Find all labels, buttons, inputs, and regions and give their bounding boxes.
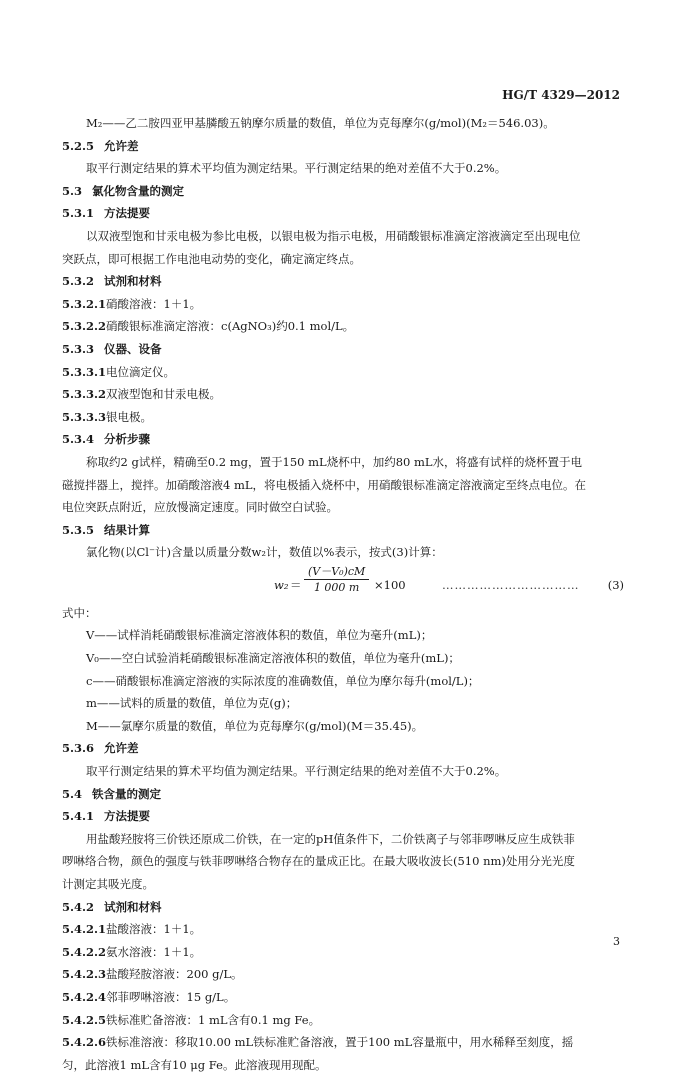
heading-text: 允许差 xyxy=(104,138,139,153)
subsection-heading xyxy=(62,135,624,158)
formula-lhs: w₂ xyxy=(274,577,289,592)
clause-text: 铁标准溶液：移取10.00 mL铁标准贮备溶液，置于100 mL容量瓶中，用水稀释至刻度，摇 xyxy=(106,1035,574,1050)
subsection-heading xyxy=(62,338,624,361)
standard-code: HG/T 4329—2012 xyxy=(502,88,620,102)
variable-definition: V——试样消耗硝酸银标准滴定溶液体积的数值，单位为毫升(mL)； xyxy=(86,628,433,643)
clause-number: 5.4.2.6 xyxy=(62,1035,107,1050)
clause-text: 硝酸溶液：1＋1。 xyxy=(106,296,202,311)
heading-text: 铁含量的测定 xyxy=(92,786,161,801)
variable-definition: M——氯摩尔质量的数值，单位为克每摩尔(g/mol)(M＝35.45)。 xyxy=(86,718,424,733)
clause-number: 5.3.2 xyxy=(62,274,95,289)
clause-number: 5.2.5 xyxy=(62,138,95,153)
clause-number: 5.3.2.2 xyxy=(62,319,107,334)
formula-denominator: 1 000 m xyxy=(313,580,360,594)
section-heading xyxy=(62,180,624,203)
clause-item xyxy=(62,986,624,1009)
clause-text: 银电极。 xyxy=(106,409,153,424)
subsection-heading xyxy=(62,270,624,293)
variable-definition: c——硝酸银标准滴定溶液的实际浓度的准确数值，单位为摩尔每升(mol/L)； xyxy=(86,673,480,688)
paragraph-continuation: 啰啉络合物，颜色的强度与铁菲啰啉络合物存在的量成正比。在最大吸收波长(510 nm)处用分光光度 xyxy=(62,854,575,869)
section-heading xyxy=(62,783,624,806)
clause-text: 盐酸溶液：1＋1。 xyxy=(106,922,202,937)
clause-item xyxy=(62,1031,624,1054)
paragraph-continuation: 式中： xyxy=(62,605,97,620)
clause-text: 氨水溶液：1＋1。 xyxy=(106,944,202,959)
clause-number: 5.4.2.4 xyxy=(62,989,107,1004)
paragraph-continuation: 电位突跃点附近，应放慢滴定速度。同时做空白试验。 xyxy=(62,500,338,515)
clause-number: 5.4.2 xyxy=(62,899,95,914)
formula-leader-dots: …………………………… xyxy=(442,577,580,592)
clause-number: 5.3.5 xyxy=(62,522,95,537)
clause-number: 5.3.3.3 xyxy=(62,409,107,424)
clause-number: 5.3.3.2 xyxy=(62,387,107,402)
heading-text: 分析步骤 xyxy=(104,432,150,447)
clause-text: 铁标准贮备溶液：1 mL含有0.1 mg Fe。 xyxy=(106,1012,321,1027)
clause-item xyxy=(62,315,624,338)
clause-text: 邻菲啰啉溶液：15 g/L。 xyxy=(106,989,236,1004)
formula-numerator: (V－V₀)cM xyxy=(304,564,369,580)
subsection-heading xyxy=(62,737,624,760)
clause-text: 电位滴定仪。 xyxy=(106,364,176,379)
heading-text: 氯化物含量的测定 xyxy=(92,183,184,198)
clause-item xyxy=(62,293,624,316)
paragraph-line: 取平行测定结果的算术平均值为测定结果。平行测定结果的绝对差值不大于0.2%。 xyxy=(86,764,507,779)
heading-text: 方法提要 xyxy=(104,206,150,221)
heading-text: 结果计算 xyxy=(104,522,150,537)
heading-text: 仪器、设备 xyxy=(104,341,162,356)
clause-item xyxy=(62,963,624,986)
clause-item xyxy=(62,918,624,941)
clause-number: 5.3.2.1 xyxy=(62,296,107,311)
clause-number: 5.4 xyxy=(62,786,83,801)
formula-number: (3) xyxy=(607,577,624,592)
clause-number: 5.4.2.5 xyxy=(62,1012,107,1027)
clause-number: 5.3.4 xyxy=(62,432,95,447)
clause-number: 5.3.3.1 xyxy=(62,364,107,379)
paragraph-continuation: 突跃点，即可根据工作电池电动势的变化，确定滴定终点。 xyxy=(62,251,361,266)
variable-definition: m——试料的质量的数值，单位为克(g)； xyxy=(86,696,298,711)
clause-item xyxy=(62,406,624,429)
subsection-heading xyxy=(62,896,624,919)
clause-number: 5.3.6 xyxy=(62,741,95,756)
clause-text: 双液型饱和甘汞电极。 xyxy=(106,387,222,402)
subsection-heading xyxy=(62,519,624,542)
paragraph-line: 氯化物(以Cl⁻计)含量以质量分数w₂计，数值以%表示，按式(3)计算： xyxy=(86,545,443,560)
clause-item xyxy=(62,383,624,406)
clause-number: 5.3.1 xyxy=(62,206,95,221)
clause-number: 5.3.3 xyxy=(62,341,95,356)
clause-number: 5.4.2.3 xyxy=(62,967,107,982)
heading-text: 试剂和材料 xyxy=(104,899,162,914)
clause-item xyxy=(62,941,624,964)
formula-fraction xyxy=(304,564,369,595)
formula-multiplier: ×100 xyxy=(374,577,406,592)
equation-3 xyxy=(62,566,624,602)
document-body xyxy=(62,112,624,1076)
clause-item xyxy=(62,1009,624,1032)
paragraph-continuation: 匀，此溶液1 mL含有10 μg Fe。此溶液现用现配。 xyxy=(62,1057,327,1072)
subsection-heading xyxy=(62,805,624,828)
paragraph-line: 以双液型饱和甘汞电极为参比电极，以银电极为指示电极，用硝酸银标准滴定溶液滴定至出现电位 xyxy=(86,228,581,243)
paragraph-continuation: 磁搅拌器上，搅拌。加硝酸溶液4 mL，将电极插入烧杯中，用硝酸银标准滴定溶液滴定至终点电位。在 xyxy=(62,477,587,492)
heading-text: 方法提要 xyxy=(104,809,150,824)
clause-number: 5.3 xyxy=(62,183,83,198)
clause-text: 硝酸银标准滴定溶液：c(AgNO₃)约0.1 mol/L。 xyxy=(106,319,355,334)
subsection-heading xyxy=(62,202,624,225)
heading-text: 试剂和材料 xyxy=(104,274,162,289)
clause-item xyxy=(62,361,624,384)
variable-definition: V₀——空白试验消耗硝酸银标准滴定溶液体积的数值，单位为毫升(mL)； xyxy=(86,651,460,666)
paragraph-line: 称取约2 g试样，精确至0.2 mg，置于150 mL烧杯中，加约80 mL水，将盛有试样的烧杯置于电 xyxy=(86,454,583,469)
page-number: 3 xyxy=(613,935,620,948)
clause-number: 5.4.2.2 xyxy=(62,944,107,959)
paragraph-line: 取平行测定结果的算术平均值为测定结果。平行测定结果的绝对差值不大于0.2%。 xyxy=(86,161,507,176)
clause-number: 5.4.1 xyxy=(62,809,95,824)
paragraph-continuation: 计测定其吸光度。 xyxy=(62,877,154,891)
heading-text: 允许差 xyxy=(104,741,139,756)
clause-text: 盐酸羟胺溶液：200 g/L。 xyxy=(106,967,243,982)
subsection-heading xyxy=(62,428,624,451)
clause-number: 5.4.2.1 xyxy=(62,922,107,937)
formula-equals: ＝ xyxy=(290,577,302,592)
variable-definition: M₂——乙二胺四亚甲基膦酸五钠摩尔质量的数值，单位为克每摩尔(g/mol)(M₂＝546.03)。 xyxy=(86,116,555,130)
paragraph-line: 用盐酸羟胺将三价铁还原成二价铁，在一定的pH值条件下，二价铁离子与邻菲啰啉反应生成铁菲 xyxy=(86,831,575,846)
